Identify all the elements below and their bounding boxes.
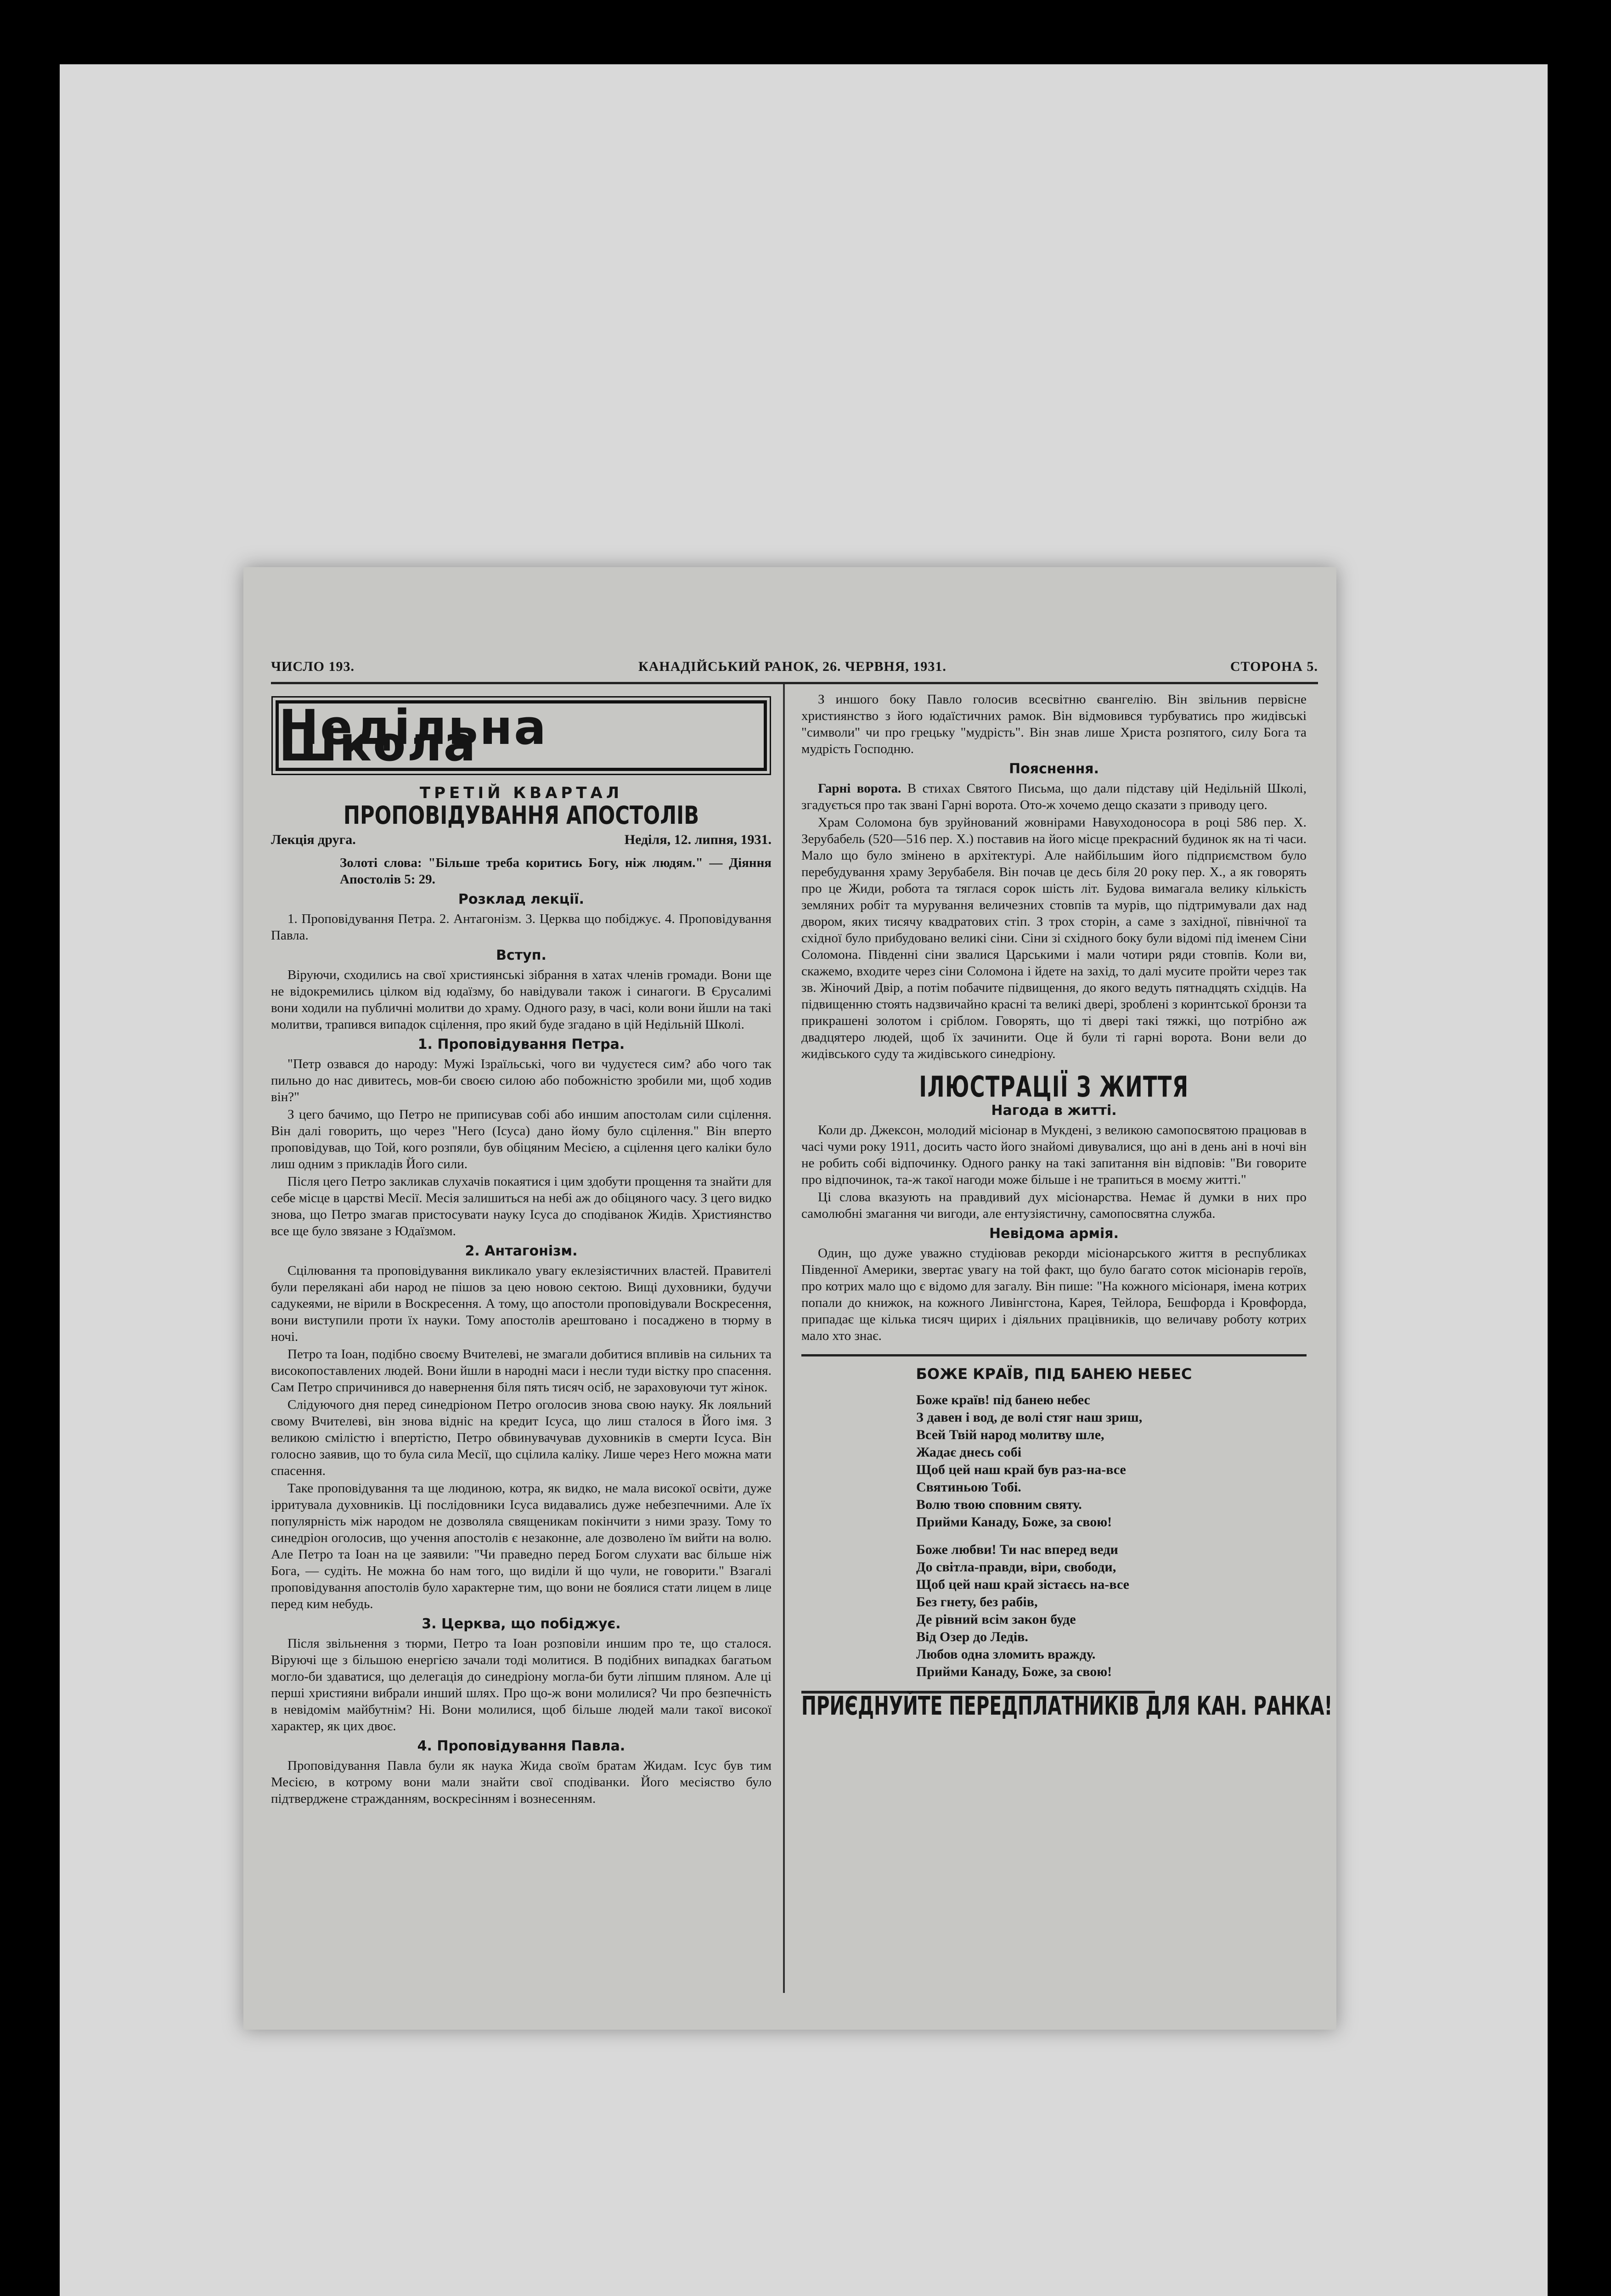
poem-line: Від Озер до Ледів. [916, 1629, 1028, 1644]
poem-stanza-1 [916, 1391, 1307, 1531]
quarter-label: ТРЕТІЙ КВАРТАЛ [419, 784, 623, 802]
illustration-1-heading: Нагода в житті. [991, 1103, 1117, 1119]
poem-line: Щоб цей наш край зістаєсь на-все [916, 1577, 1129, 1592]
left-column [271, 691, 772, 1808]
series-title: ПРОПОВІДУВАННЯ АПОСТОЛІВ [343, 801, 699, 830]
section-1-paragraph: Після цего Петро закликав слухачів покаятися і цим здобути прощення та знайти для себе місце в царстві Месії. Месія залишиться на небі аж до обіцяного часу. З цего видко знова, що Петро змагав пристосувати науку Ісуса до сподіванок Жидів. Християнство все ще було звязане з Юдаїзмом. [271, 1174, 772, 1238]
intro-heading: Вступ. [496, 947, 546, 963]
golden-words: Золоті слова: "Більше треба коритись Богу, ніж людям." — Діяння Апостолів 5: 29. [340, 855, 772, 887]
illustrations-title: ІЛЮСТРАЦІЇ З ЖИТТЯ [919, 1070, 1189, 1103]
poem-line: Любов одна зломить вражду. [916, 1647, 1096, 1662]
lesson-label: Лекція друга. [271, 832, 356, 847]
section-1-paragraph: "Петр озвався до народу: Мужі Ізраїльські, чого ви чудуєтеся сим? або чого так пильно до нас дивитесь, мов-би своєю силою або побожністю зробили ми, щоб ходив він?" [271, 1057, 772, 1104]
lesson-date: Неділя, 12. липня, 1931. [624, 832, 772, 847]
illustration-paragraph: Ці слова вказують на правдивий дух місіонарства. Немає й думки в них про самолюбні змагання чи вигоди, але ентузіястичну, самопосвятна служба. [801, 1190, 1307, 1221]
explanation-paragraph [801, 780, 1307, 813]
section-2-paragraph: Слідуючого дня перед синедріоном Петро оголосив знова свою науку. Як лояльний свому Вчителеві, він знова віднiс на кредит Ісуса, що лиш сталося в Його імя. З великою смілістю і впертістю, Петро обвинувачував духовників в смерти Ісуса. Він голосно заявив, що то була сила Месії, що сцілила каліку. Лише через Него можна мати спасення. [271, 1397, 772, 1478]
poem-title: БОЖЕ КРАЇВ, ПІД БАНЕЮ НЕБЕС [916, 1365, 1192, 1383]
section-4-paragraph: З иншого боку Павло голосив всесвітню євангелію. Він звільнив первісне християнство з його юдаїстичних рамок. Він відмовився турбуватись про жидівські "символи" чи про грецьку "мудрість". Він знав лише Христа розпятого, силу Бога та мудрість Господню. [801, 692, 1307, 756]
section-2-heading: 2. Антагонізм. [465, 1243, 578, 1259]
intro-text: Віруючи, сходились на свої християнські зібрання в хатах членів громади. Вони ще не відокремились цілком від юдаїзму, бо навідували також і синагоги. В Єрусалимі вони ходили на публичні молитви до храму. Одного разу, в часі, коли вони йшли на такі молитви, трапився випадок сцілення, про який буде згадано в цій Недільній Школі. [271, 968, 772, 1032]
poem-line: Святиньою Тобі. [916, 1480, 1021, 1495]
section-masthead: Недільна Школа [276, 700, 767, 771]
explanation-paragraph: Храм Соломона був зруйнований жовнірами Навуходоносора в році 586 пер. Х. Зерубабель (520—516 пер. Х.) поставив на його місце прекрасний будинок як на ті часи. Мало що було змінено в архітектурі. Але найбільшим його підприємством було перебудування храму Зерубабеля. Він почав це десь біля 20 року пер. Х., а як говорять про це Жиди, робота та тяглася сорок шість літ. Будова вимагала велику кількість земляних робіт та мурування величезних стовпів та мурів, що підтримували дах над двором, яких тисячу квадратових стіп. З трох сторін, а саме з західної, північної та східної було прибудовано великі сіни. Сіни зі східного боку були відомі під іменем Сіни Соломона. Південні сіни звалися Царськими і мали чотири ряди стовпів. Коли ви, скажемо, входите через сіни Соломона і йдете на захід, то далі мусите пройти через так зв. Жіночий Двір, а потім побачите підвищення, до якого ведуть пятнадцять східців. На підвищенню стоять надзвичайно красні та великі двері, зроблені з коринтської бронзи та прикрашені золотом і сріблом. Говорять, що ті двері такі тяжкі, що потрібно аж двадцятеро людей, щоб їх зачинити. Оце й були ті гарні ворота. Вони вели до жидівського суду та жидівського синедріону. [801, 815, 1307, 1061]
poem-line: Прийми Канаду, Боже, за свою! [916, 1664, 1112, 1679]
poem-line: Всей Твій народ молитву шле, [916, 1427, 1104, 1442]
illustration-2-heading: Невідома армія. [989, 1226, 1119, 1242]
column-divider [783, 684, 785, 1993]
explanation-text: В стихах Святого Письма, що дали підставу цій Недільній Школі, згадується про так звані Гарні ворота. Ото-ж хочемо дещо сказати з приводу цего. [801, 781, 1307, 812]
issue-number: ЧИСЛО 193. [271, 659, 355, 674]
section-1-heading: 1. Проповідування Петра. [417, 1036, 625, 1052]
section-3-paragraph: Після звільнення з тюрми, Петро та Іоан розповіли иншим про те, що сталося. Віруючі ще з більшою енергією зачали тоді молитися. В подібних випадках багатьом могло-би здаватися, що делегація до синедріону могла-би бути ліпшим пляном. Але ці перші християни вибрали инший шлях. Про що-ж вони молилися? Чи про безпечність в невідомім майбутнім? Ні. Вони молилися, щоб більше людей мали такої високої характер, як цих двоє. [271, 1636, 772, 1733]
poem-line: Волю твою сповним святу. [916, 1497, 1082, 1512]
section-4-heading: 4. Проповідування Павла. [417, 1738, 625, 1754]
section-1-paragraph: З цего бачимо, що Петро не приписував собі або иншим апостолам сили сцілення. Він далі говорить, що через "Него (Ісуса) дано йому було сцілення." Він вперто проповідував, що Той, кого розпяли, був обіцяним Месією, а сцілення цего каліки було лиш одним з прикладів Його сили. [271, 1107, 772, 1171]
section-3-heading: 3. Церква, що побіджує. [422, 1616, 621, 1632]
illustration-paragraph: Один, що дуже уважно студіював рекорди місіонарського життя в республиках Південної Америки, звертає увагу на той факт, що було багато соток місіонарів героїв, про котрих мало що є відомо для загалу. Він пише: "На кожного місіонаря, імена котрих попали до книжок, на кожного Ливінгстона, Карея, Тейлора, Бешфорда і Кровфорда, припадає ще кілька тисяч щирих і діяльних працівників, що величаву роботу котрих мало хто знає. [801, 1246, 1307, 1343]
poem-line: Боже любви! Ти нас вперед веди [916, 1542, 1118, 1557]
explanation-lead: Гарні ворота. [818, 781, 901, 796]
right-column [801, 691, 1333, 1721]
poem-line: Жадає днесь собі [916, 1445, 1022, 1460]
poem-line: Прийми Канаду, Боже, за свою! [916, 1514, 1112, 1530]
poem-line: Щоб цей наш край був раз-на-все [916, 1462, 1126, 1477]
poem-line: Без гнету, без рабів, [916, 1594, 1038, 1609]
paper-name-date: КАНАДІЙСЬКИЙ РАНОК, 26. ЧЕРВНЯ, 1931. [638, 659, 946, 674]
poem-line: Боже країв! під банею небес [916, 1392, 1090, 1407]
section-2-paragraph: Таке проповідування та ще людиною, котра, як видко, не мала високої освіти, дуже ірритувала духовників. Ці послідовники Ісуса видавались дуже небезпечними. Але їх популярність між народом не дозволяла священикам покінчити з ними зразу. Тому то синедріон оголосив, що учення апостолів є незаконне, але дозволено їм вийти на волю. Але Петро та Іоан на це заявили: "Чи праведно перед Богом слухати вас більше ніж Бога, — судіть. Не можна бо нам того, що видiли й що чули, не говорити." Взагалі проповідування апостолів було характерне тим, що вони не боялися стати лицем в лице перед ким небудь. [271, 1481, 772, 1611]
section-2-paragraph: Петро та Іоан, подібно своєму Вчителеві, не змагали добитися впливів на сильних та високопоставлених людей. Вони йшли в народні маси і несли туди вістку про спасення. Сам Петро спричинився до навернення біля пять тисяч осіб, не зараховуючи тут жінок. [271, 1347, 772, 1395]
subscription-promo: ПРИЄДНУЙТЕ ПЕРЕДПЛАТНИКІВ ДЛЯ КАН. РАНКА! [801, 1691, 1333, 1721]
poem-rule [801, 1354, 1307, 1356]
explanation-heading: Пояснення. [1009, 761, 1099, 777]
illustration-paragraph: Коли др. Джексон, молодий місіонар в Мукдені, з великою самопосвятою працював в часі чуми року 1911, досить часто його знайомі дивувалися, що ані в день ані в ночі він не робить собі відпочинку. Одного ранку на такі запитання він відповів: "Ви говорите про відпочинок, та-ж такої нагоди може більше і не трапиться в моєму житті." [801, 1123, 1307, 1187]
outline-heading: Розклад лекції. [458, 891, 585, 907]
page-header [271, 659, 1318, 677]
poem-line: З давен і вод, де волі стяг наш зриш, [916, 1410, 1143, 1425]
section-2-paragraph: Сцілювання та проповідування викликало увагу еклезіястичних властей. Правителі були переляканi аби народ не пішов за цею новою сектою. Вищі духовники, будучи садукеями, не вірили в Воскресення. А тому, що апостоли проповідували Воскресення, вони виступили проти їх науки. Тому апостолів арештовано і посаджено в тюрму в ночі. [271, 1263, 772, 1344]
newspaper-page [243, 567, 1336, 2030]
lesson-line [271, 832, 772, 848]
header-rule [271, 682, 1318, 684]
poem-line: До світла-правди, віри, свободи, [916, 1559, 1116, 1575]
section-4-paragraph: Проповідування Павла були як наука Жида своїм братам Жидам. Ісус був тим Месією, в котрому вони мали знайти свої сподіванки. Його месіяство було підтверджене стражданням, воскресінням і вознесенням. [271, 1758, 772, 1806]
page-number: СТОРОНА 5. [1230, 659, 1318, 674]
outline-text: 1. Проповідування Петра. 2. Антагонізм. 3. Церква що побіджує. 4. Проповідування Павла. [271, 912, 772, 943]
poem-stanza-2 [916, 1541, 1307, 1681]
poem-line: Де рівний всім закон буде [916, 1612, 1076, 1627]
